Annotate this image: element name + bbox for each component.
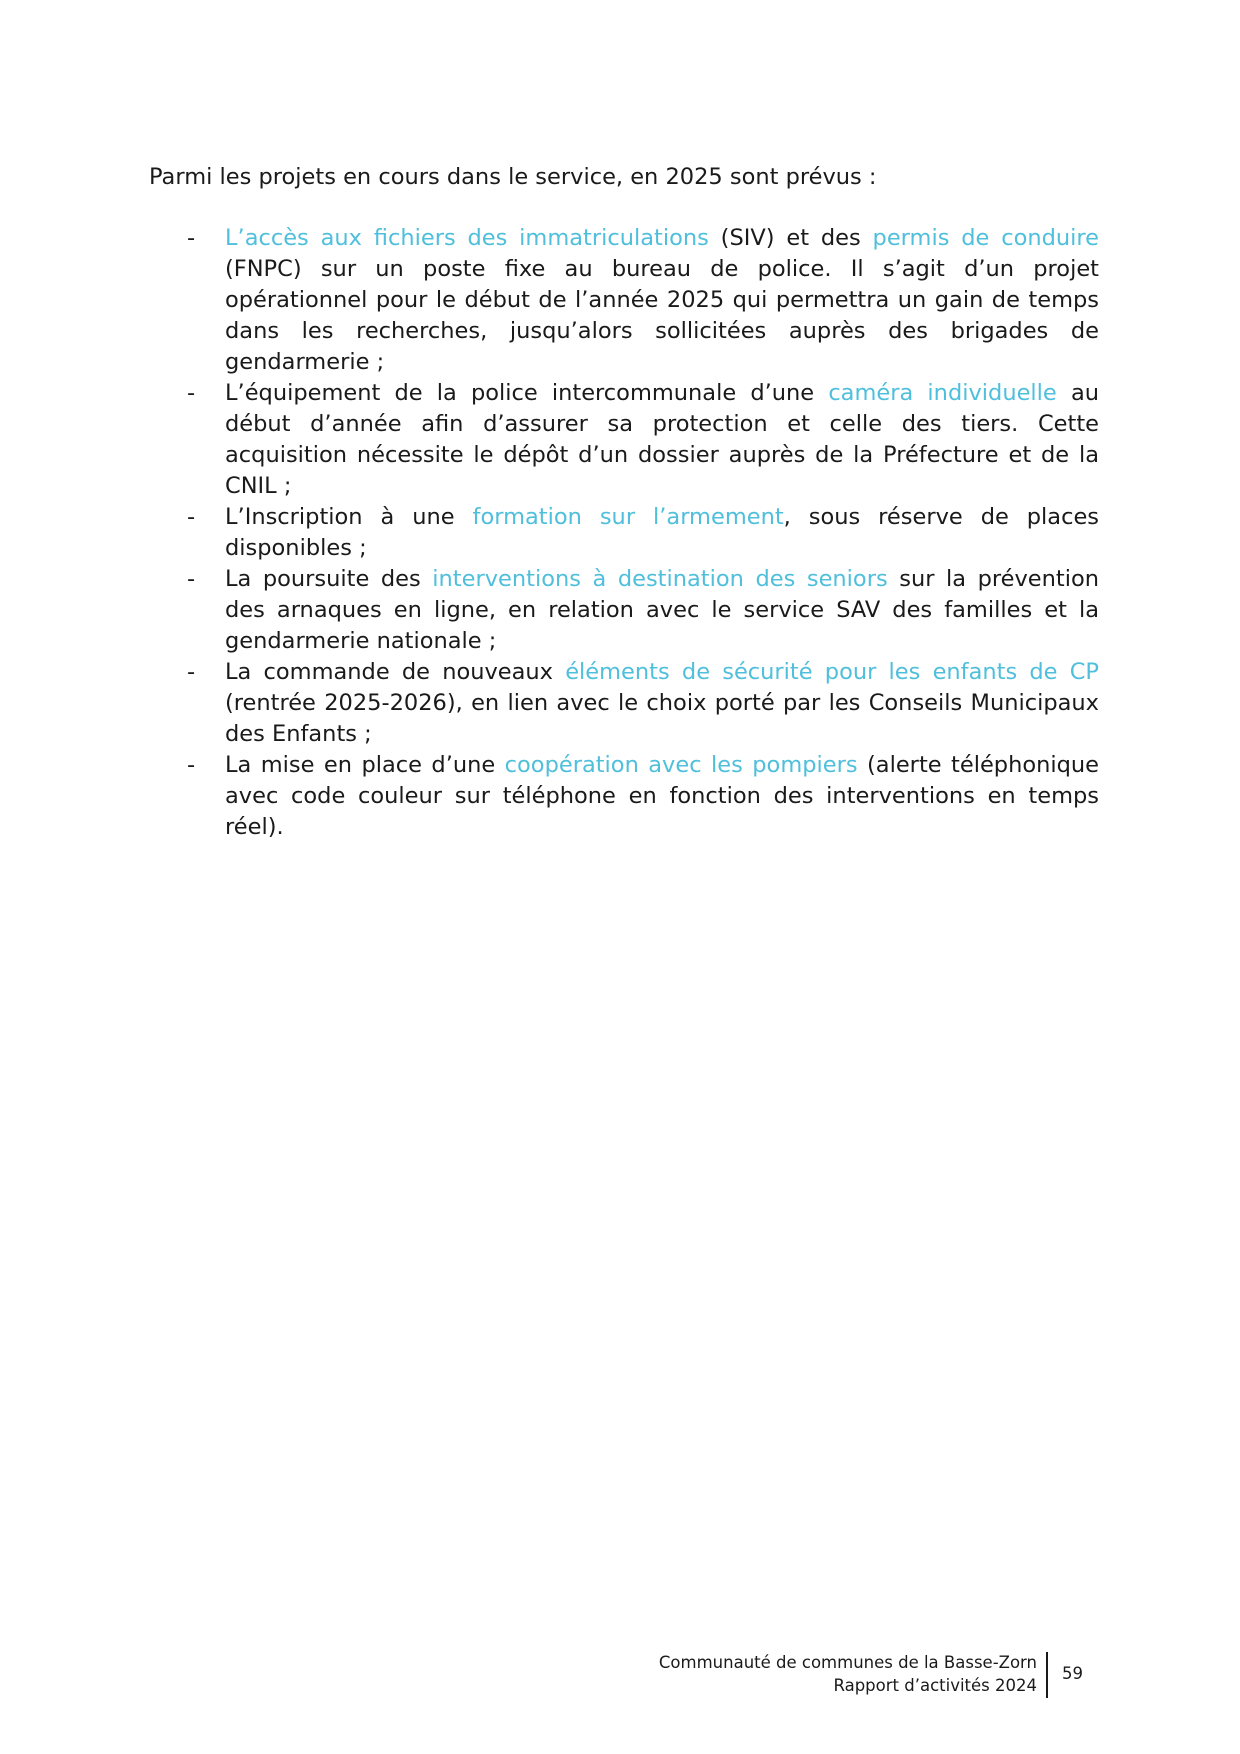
highlighted-text: coopération avec les pompiers: [504, 752, 858, 778]
body-text: La mise en place d’une: [225, 752, 505, 778]
list-bullet: -: [187, 380, 196, 406]
list-item: [149, 223, 1099, 378]
list-item: [149, 657, 1099, 750]
highlighted-text: L’accès aux fichiers des immatriculations: [225, 225, 709, 251]
body-text: (SIV) et des: [708, 225, 873, 251]
highlighted-text: permis de conduire: [872, 225, 1099, 251]
body-text: L’équipement de la police intercommunale d’une: [225, 380, 829, 406]
highlighted-text: éléments de sécurité pour les enfants de CP: [565, 659, 1099, 685]
body-text: (rentrée 2025-2026), en lien avec le choix porté par les Conseils Municipaux des Enfants ;: [225, 690, 1099, 747]
body-text: sur la prévention des arnaques en ligne, en relation avec le service SAV des familles et la gendarmerie nationale ;: [225, 566, 1099, 654]
page-footer: [659, 1651, 1037, 1697]
body-text: L’Inscription à une: [225, 504, 473, 530]
list-bullet: -: [187, 752, 196, 778]
list-bullet: -: [187, 566, 196, 592]
list-item: [149, 750, 1099, 843]
list-bullet: -: [187, 659, 196, 685]
list-bullet: -: [187, 225, 196, 251]
intro-paragraph: Parmi les projets en cours dans le service, en 2025 sont prévus :: [149, 164, 877, 190]
page-number: 59: [1062, 1664, 1083, 1683]
body-text: au début d’année afin d’assurer sa protection et celle des tiers. Cette acquisition nécessite le dépôt d’un dossier auprès de la Préfecture et de la CNIL ;: [225, 380, 1099, 499]
list-item: [149, 564, 1099, 657]
footer-organization: Communauté de communes de la Basse-Zorn: [658, 1653, 1037, 1672]
body-text: (FNPC) sur un poste fixe au bureau de police. Il s’agit d’un projet opérationnel pour le début de l’année 2025 qui permettra un gain de temps dans les recherches, jusqu’alors sollicitées auprès des brigades de gendarmerie ;: [225, 256, 1099, 375]
list-item: [149, 502, 1099, 564]
list-item: [149, 378, 1099, 502]
body-text: , sous réserve de places disponibles ;: [225, 504, 1100, 561]
body-text: (alerte téléphonique avec code couleur sur téléphone en fonction des interventions en temps réel).: [225, 752, 1099, 840]
footer-divider: [1046, 1652, 1048, 1698]
body-text: La poursuite des: [225, 566, 433, 592]
highlighted-text: interventions à destination des seniors: [432, 566, 888, 592]
highlighted-text: caméra individuelle: [828, 380, 1057, 406]
project-list: [149, 223, 1099, 843]
body-text: La commande de nouveaux: [225, 659, 566, 685]
highlighted-text: formation sur l’armement: [472, 504, 784, 530]
footer-report-title: Rapport d’activités 2024: [833, 1676, 1037, 1695]
list-bullet: -: [187, 504, 196, 530]
